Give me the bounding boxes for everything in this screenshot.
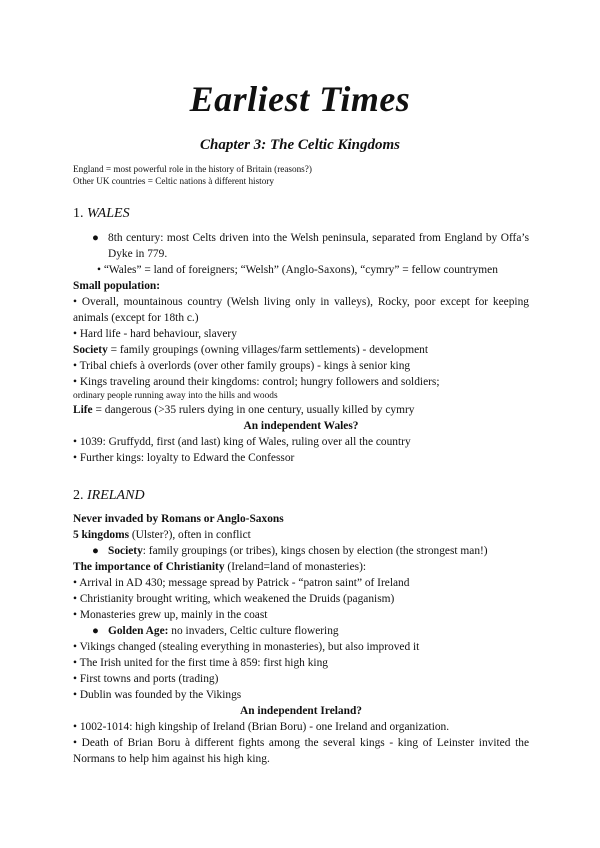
list-item: • Hard life - hard behaviour, slavery [73,328,237,340]
list-item: • 1039: Gruffydd, first (and last) king of Wales, ruling over all the country [73,436,411,448]
list-item: • Arrival in AD 430; message spread by Patrick - “patron saint” of Ireland [73,577,410,589]
list-item: • Death of Brian Boru à different fights among the several kings - king of Leinster invited the Normans to help him against his high king. [73,737,529,765]
list-item: • Monasteries grew up, mainly in the coast [73,609,268,621]
list-item: ● Golden Age: no invaders, Celtic culture flowering [92,625,339,637]
section-heading-wales [73,206,130,222]
intro-line: Other UK countries = Celtic nations à different history [73,175,274,186]
list-item: • First towns and ports (trading) [73,673,219,685]
list-item: • “Wales” = land of foreigners; “Welsh” (Anglo-Saxons), “cymry” = fellow countrymen [97,264,498,276]
list-item-continued: ordinary people running away into the hills and woods [73,391,278,401]
section-number: 1. [73,206,84,221]
importance-line: The importance of Christianity (Ireland=land of monasteries): [73,561,367,573]
list-item: • Tribal chiefs à overlords (over other family groups) - kings à senior king [73,360,411,372]
bullet-icon: ● [92,545,99,557]
list-item: • Vikings changed (stealing everything in monasteries), but also improved it [73,641,420,653]
subheading: Never invaded by Romans or Anglo-Saxons [73,513,284,525]
subheading: Small population: [73,280,161,292]
list-item: • Further kings: loyalty to Edward the Confessor [73,452,295,464]
wales-section [73,230,529,466]
subsection-title: An independent Ireland? [240,705,362,717]
chapter-heading: Chapter 3: The Celtic Kingdoms [199,137,400,153]
section-number: 2. [73,488,84,503]
list-item: • Dublin was founded by the Vikings [73,689,242,701]
kingdoms-line: 5 kingdoms (Ulster?), often in conflict [73,529,251,541]
page-title: Earliest Times [189,79,411,119]
list-item: ● 8th century: most Celts driven into the Welsh peninsula, separated from England by Offa’s Dyke in 779. [92,232,529,260]
intro-line: England = most powerful role in the history of Britain (reasons?) [73,164,312,174]
section-title: WALES [87,206,130,221]
section-title: IRELAND [87,488,145,503]
section-heading-ireland [73,488,145,504]
list-item: • Kings traveling around their kingdoms: control; hungry followers and soldiers; [73,376,440,388]
bullet-icon: ● [92,232,99,244]
list-item: • 1002-1014: high kingship of Ireland (Brian Boru) - one Ireland and organization. [73,721,450,733]
list-item: • Christianity brought writing, which weakened the Druids (paganism) [73,593,395,605]
list-item: • Overall, mountainous country (Welsh living only in valleys), Rocky, poor except for keeping animals (except for 18th c.) [73,296,529,324]
bullet-icon: ● [92,625,99,637]
subsection-title: An independent Wales? [243,420,359,432]
ireland-section [73,511,529,767]
list-item: ● Society: family groupings (or tribes), kings chosen by election (the strongest man!) [92,545,488,557]
life-line: Life = dangerous (>35 rulers dying in one century, usually killed by cymry [73,404,415,416]
society-line: Society = family groupings (owning villages/farm settlements) - development [73,344,429,356]
intro-notes [73,164,312,187]
list-item: • The Irish united for the first time à 859: first high king [73,657,328,669]
